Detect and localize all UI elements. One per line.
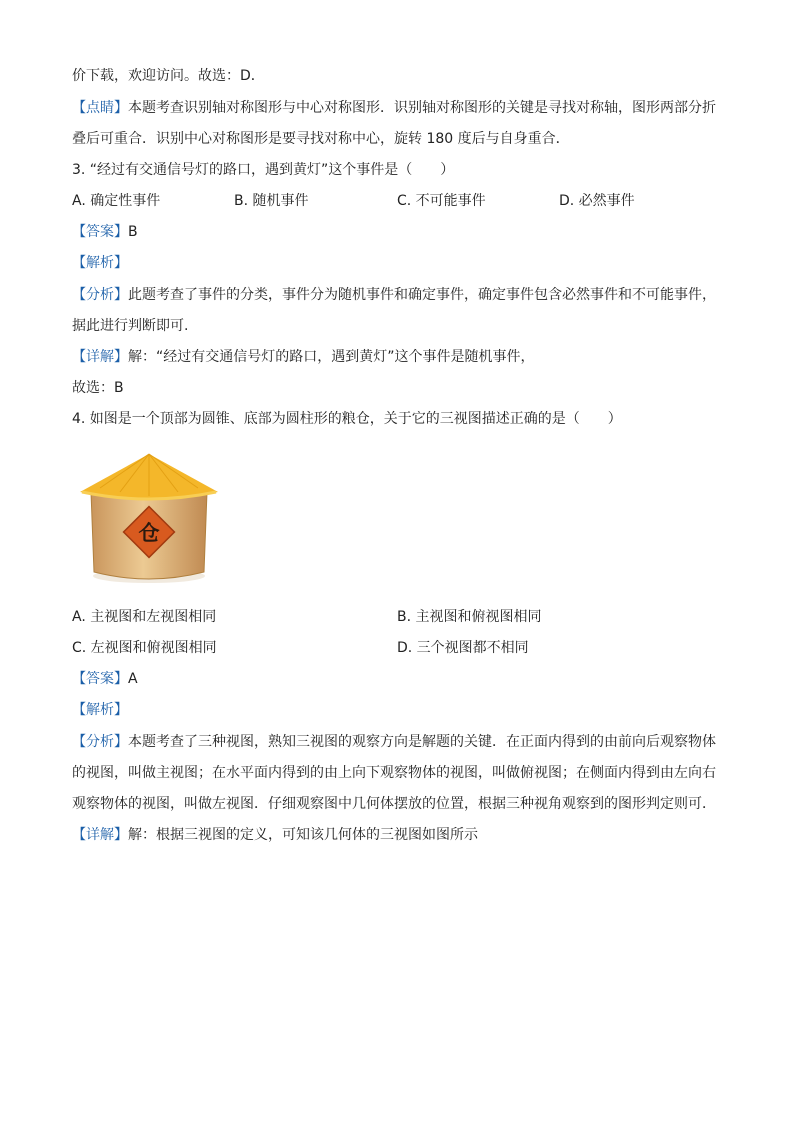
q3-analysis (72, 253, 128, 273)
roof-icon (80, 454, 218, 499)
text-content: 此题考查了事件的分类，事件分为随机事件和确定事件，确定事件包含必然事件和不可能事件， (128, 287, 716, 303)
text-content: 本题考查识别轴对称图形与中心对称图形．识别轴对称图形的关键是寻找对称轴，图形两部分折 (128, 100, 716, 116)
text-content: 解：根据三视图的定义，可知该几何体的三视图如图所示 (128, 827, 478, 843)
q3-option-a: A. 确定性事件 (72, 193, 161, 209)
q3-fenxi (72, 285, 716, 305)
text-line: 观察物体的视图，叫做左视图．仔细观察图中几何体摆放的位置，根据三种视角观察到的图形判定则可． (72, 796, 716, 812)
q4-fenxi (72, 732, 716, 752)
text-content: 解：“经过有交通信号灯的路口，遇到黄灯”这个事件是随机事件， (128, 349, 535, 365)
text-line: 叠后可重合．识别中心对称图形是要寻找对称中心，旋转 180 度后与自身重合． (72, 131, 570, 147)
q4-detail (72, 825, 478, 845)
section-tag: 【解析】 (72, 255, 128, 271)
q3-option-b: B. 随机事件 (234, 193, 309, 209)
granary-figure (78, 452, 220, 584)
q4-option-b: B. 主视图和俯视图相同 (397, 609, 542, 625)
section-tag: 【详解】 (72, 827, 128, 843)
section-tag: 【答案】 (72, 224, 128, 240)
q3-option-c: C. 不可能事件 (397, 193, 486, 209)
section-tag: 【答案】 (72, 671, 128, 687)
section-tag: 【分析】 (72, 287, 128, 303)
granary-label: 仓 (138, 521, 160, 545)
section-tag: 【分析】 (72, 734, 128, 750)
section-tag: 【点睛】 (72, 100, 128, 116)
q4-analysis (72, 700, 128, 720)
question-3-stem: 3. “经过有交通信号灯的路口，遇到黄灯”这个事件是（ ） (72, 162, 455, 178)
q3-option-d: D. 必然事件 (559, 193, 635, 209)
answer-value: A (128, 671, 138, 687)
text-line: 故选：B (72, 380, 124, 396)
q4-option-d: D. 三个视图都不相同 (397, 640, 529, 656)
q4-answer (72, 669, 138, 689)
text-line (72, 98, 716, 118)
q4-option-a: A. 主视图和左视图相同 (72, 609, 217, 625)
section-tag: 【解析】 (72, 702, 128, 718)
q3-answer (72, 222, 138, 242)
text-line: 价下载，欢迎访问。故选：D． (72, 68, 265, 84)
question-4-stem: 4. 如图是一个顶部为圆锥、底部为圆柱形的粮仓，关于它的三视图描述正确的是（ ） (72, 411, 622, 427)
text-line: 据此进行判断即可. (72, 318, 189, 334)
text-content: 本题考查了三种视图，熟知三视图的观察方向是解题的关键．在正面内得到的由前向后观察物体 (128, 734, 716, 750)
q4-option-c: C. 左视图和俯视图相同 (72, 640, 217, 656)
section-tag: 【详解】 (72, 349, 128, 365)
text-line: 的视图，叫做主视图；在水平面内得到的由上向下观察物体的视图，叫做俯视图；在侧面内得到由左向右 (72, 765, 716, 781)
q3-detail (72, 347, 535, 367)
answer-value: B (128, 224, 138, 240)
